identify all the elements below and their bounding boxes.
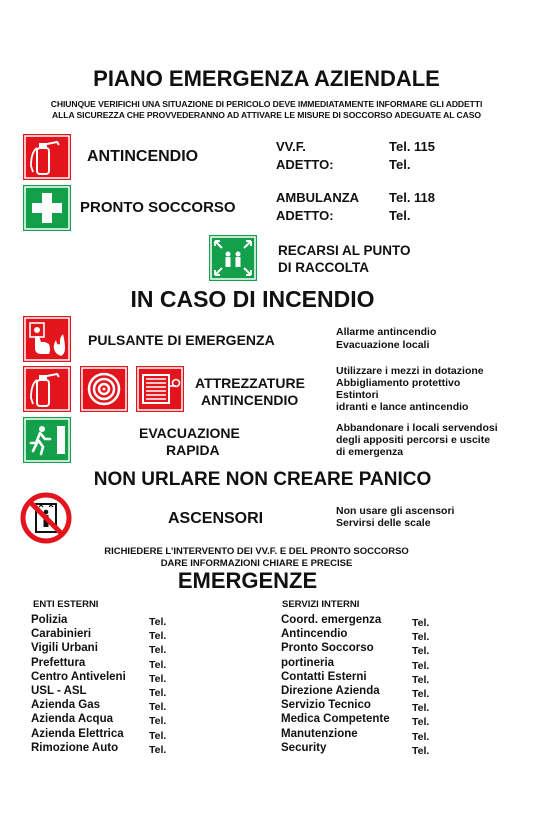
servizi-interni-item-name: Antincendio <box>281 628 348 641</box>
servizi-interni-item-tel: Tel. <box>412 659 430 672</box>
page-title: PIANO EMERGENZA AZIENDALE <box>93 66 440 91</box>
attrezzature-line-1: ATTREZZATURE <box>195 375 305 391</box>
servizi-interni-list <box>281 614 481 764</box>
enti-esterni-item-tel: Tel. <box>149 644 167 657</box>
servizi-interni-item-name: Pronto Soccorso <box>281 642 374 655</box>
enti-esterni-item-name: Azienda Acqua <box>31 713 114 726</box>
enti-esterni-item-name: Rimozione Auto <box>31 741 119 754</box>
ambulanza-label: AMBULANZA <box>276 190 360 205</box>
enti-esterni-item-tel: Tel. <box>149 743 167 756</box>
servizi-interni-item-tel: Tel. <box>412 730 430 743</box>
enti-esterni-item-name: Prefettura <box>31 656 86 669</box>
servizi-interni-item-name: Servizio Tecnico <box>281 699 371 712</box>
evacuazione-note-3: di emergenza <box>336 446 404 458</box>
enti-esterni-item-tel: Tel. <box>149 687 167 699</box>
enti-esterni-item-name: Polizia <box>31 614 68 626</box>
subtitle-line-2: ALLA SICUREZZA CHE PROVVEDERANNO AD ATTIVARE LE MISURE DI SOCCORSO ADEGUATE AL CASO <box>52 110 481 120</box>
fire-extinguisher-icon <box>23 366 71 412</box>
servizi-interni-item-tel: Tel. <box>412 702 430 715</box>
pulsante-label: PULSANTE DI EMERGENZA <box>88 332 275 348</box>
raccolta-line-2: DI RACCOLTA <box>278 260 369 275</box>
servizi-interni-item-name: Manutenzione <box>281 727 358 740</box>
emergenze-heading: EMERGENZE <box>177 568 318 593</box>
servizi-interni-item-name: Coord. emergenza <box>281 614 382 626</box>
fire-extinguisher-icon <box>23 134 71 180</box>
enti-esterni-item-name: USL - ASL <box>31 685 87 697</box>
servizi-interni-item-name: portineria <box>281 656 335 669</box>
richiesta-line-1: RICHIEDERE L’INTERVENTO DEI VV.F. E DEL PRONTO SOCCORSO <box>104 546 409 557</box>
servizi-interni-item-tel: Tel. <box>412 631 430 644</box>
evacuazione-note-2: degli appositi percorsi e uscite <box>336 434 491 446</box>
servizi-interni-item-tel: Tel. <box>412 744 430 757</box>
servizi-interni-item-name: Security <box>281 741 327 754</box>
emergency-exit-icon <box>23 417 71 463</box>
fire-alarm-button-icon <box>23 316 71 362</box>
attrezzature-note-1: Utilizzare i mezzi in dotazione <box>336 365 484 377</box>
ascensori-note-1: Non usare gli ascensori <box>336 505 455 517</box>
enti-esterni-item-name: Azienda Gas <box>31 699 101 712</box>
enti-esterni-item-tel: Tel. <box>149 715 167 728</box>
assembly-point-icon <box>209 235 257 281</box>
evacuazione-line-2: RAPIDA <box>166 442 220 458</box>
pulsante-note-2: Evacuazione locali <box>336 339 430 351</box>
servizi-interni-item-name: Medica Competente <box>281 713 390 726</box>
no-elevator-icon <box>20 492 72 544</box>
vvf-tel: Tel. 115 <box>389 139 436 154</box>
enti-esterni-item-name: Carabinieri <box>31 628 92 641</box>
attrezzature-note-4: idranti e lance antincendio <box>336 401 469 413</box>
subtitle-line-1: CHIUNQUE VERIFICHI UNA SITUAZIONE DI PERICOLO DEVE IMMEDIATAMENTE INFORMARE GLI ADDETTI <box>50 99 483 109</box>
first-aid-cross-icon <box>23 185 71 231</box>
enti-esterni-item-name: Azienda Elettrica <box>31 727 124 740</box>
ascensori-note-2: Servirsi delle scale <box>336 517 431 529</box>
pronto-soccorso-adetto-tel: Tel. <box>389 208 411 223</box>
antincendio-adetto-tel: Tel. <box>389 157 411 172</box>
evacuazione-note-1: Abbandonare i locali servendosi <box>336 422 498 434</box>
servizi-interni-item-tel: Tel. <box>412 617 430 629</box>
enti-esterni-item-tel: Tel. <box>149 701 167 714</box>
attrezzature-note-2: Abbigliamento protettivo <box>336 377 461 389</box>
servizi-interni-item-tel: Tel. <box>412 716 430 729</box>
servizi-interni-item-tel: Tel. <box>412 673 430 686</box>
incendio-heading: IN CASO DI INCENDIO <box>130 286 375 312</box>
ascensori-label: ASCENSORI <box>168 510 264 527</box>
antincendio-adetto-label: ADETTO: <box>276 157 334 172</box>
panico-heading: NON URLARE NON CREARE PANICO <box>93 469 432 490</box>
vvf-label: VV.F. <box>276 139 306 154</box>
antincendio-label: ANTINCENDIO <box>87 148 199 165</box>
servizi-interni-item-name: Direzione Azienda <box>281 685 380 697</box>
pronto-soccorso-label: PRONTO SOCCORSO <box>80 199 236 216</box>
attrezzature-line-2: ANTINCENDIO <box>201 392 299 408</box>
pronto-soccorso-adetto-label: ADETTO: <box>276 208 334 223</box>
hydrant-hose-icon <box>136 366 184 412</box>
enti-esterni-item-name: Centro Antiveleni <box>31 670 126 683</box>
enti-esterni-item-tel: Tel. <box>149 729 167 742</box>
raccolta-line-1: RECARSI AL PUNTO <box>278 243 411 258</box>
servizi-interni-header: SERVIZI INTERNI <box>282 599 360 610</box>
enti-esterni-item-tel: Tel. <box>149 658 167 671</box>
enti-esterni-list <box>31 614 231 764</box>
enti-esterni-item-tel: Tel. <box>149 672 167 685</box>
fire-hose-reel-icon <box>80 366 128 412</box>
pulsante-note-1: Allarme antincendio <box>336 326 437 338</box>
enti-esterni-item-tel: Tel. <box>149 616 167 628</box>
servizi-interni-item-name: Contatti Esterni <box>281 670 367 683</box>
enti-esterni-header: ENTI ESTERNI <box>33 599 99 610</box>
attrezzature-note-3: Estintori <box>336 389 379 401</box>
evacuazione-line-1: EVACUAZIONE <box>139 425 240 441</box>
richiesta-line-2: DARE INFORMAZIONI CHIARE E PRECISE <box>160 558 353 569</box>
ambulanza-tel: Tel. 118 <box>389 190 436 205</box>
servizi-interni-item-tel: Tel. <box>412 688 430 700</box>
servizi-interni-item-tel: Tel. <box>412 645 430 658</box>
enti-esterni-item-tel: Tel. <box>149 630 167 643</box>
enti-esterni-item-name: Vigili Urbani <box>31 642 98 655</box>
